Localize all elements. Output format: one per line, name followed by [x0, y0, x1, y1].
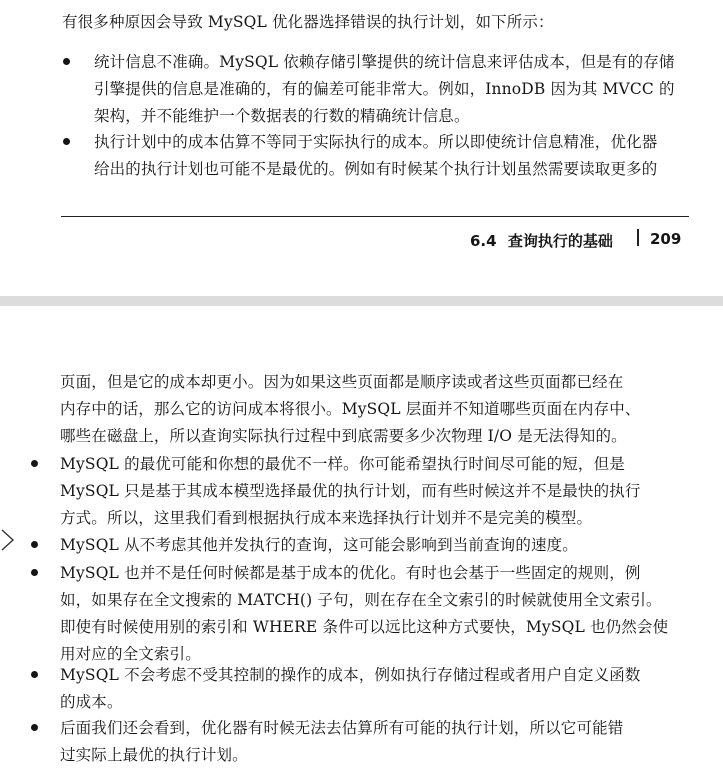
bullet-dot [31, 541, 38, 548]
bullet-1-line-2: 引擎提供的信息是准确的，有的偏差可能非常大。例如，InnoDB 因为其 MVCC 的 [94, 80, 675, 98]
bullet-dot [63, 138, 70, 145]
bullet-3-line-1: MySQL 的最优可能和你想的最优不一样。你可能希望执行时间尽可能的短，但是 [60, 455, 625, 473]
page-divider [0, 296, 723, 306]
bullet-5-line-1: MySQL 也并不是任何时候都是基于成本的优化。有时也会基于一些固定的规则，例 [60, 564, 641, 582]
bullet-dot [31, 569, 38, 576]
bullet-3-line-3: 方式。所以，这里我们看到根据执行成本来选择执行计划并不是完美的模型。 [60, 509, 593, 527]
bullet-dot [31, 724, 38, 731]
continuation-line-2: 内存中的话，那么它的访问成本将很小。MySQL 层面并不知道哪些页面在内存中、 [60, 400, 641, 418]
footer-separator [637, 229, 639, 246]
bullet-dot [63, 58, 70, 65]
bullet-6-line-1: MySQL 不会考虑不受其控制的操作的成本，例如执行存储过程或者用户自定义函数 [60, 666, 641, 684]
bullet-1-line-3: 架构，并不能维护一个数据表的行数的精确统计信息。 [94, 107, 470, 125]
bullet-5-line-3: 即使有时候使用别的索引和 WHERE 条件可以远比这种方式要快，MySQL 也仍然会使 [60, 618, 669, 636]
page-number: 209 [650, 230, 682, 248]
intro-paragraph: 有很多种原因会导致 MySQL 优化器选择错误的执行计划，如下所示： [62, 13, 554, 31]
bullet-7-line-2: 过实际上最优的执行计划。 [60, 746, 248, 764]
continuation-line-3: 哪些在磁盘上，所以查询实际执行过程中到底需要多少次物理 I/O 是无法得知的。 [60, 427, 627, 445]
footer-section-number: 6.4 [470, 232, 497, 250]
bullet-6-line-2: 的成本。 [60, 693, 123, 711]
bullet-4-line-1: MySQL 从不考虑其他并发执行的查询，这可能会影响到当前查询的速度。 [60, 536, 578, 554]
bullet-5-line-4: 用对应的全文索引。 [60, 645, 201, 663]
footer-rule [61, 216, 689, 217]
footer-section-title: 查询执行的基础 [507, 232, 613, 250]
bullet-5-line-2: 如，如果存在全文搜索的 MATCH() 子句，则在存在全文索引的时候就使用全文索引。 [60, 591, 662, 609]
bullet-1-line-1: 统计信息不准确。MySQL 依赖存储引擎提供的统计信息来评估成本，但是有的存储 [94, 53, 675, 71]
bullet-2-line-2: 给出的执行计划也可能不是最优的。例如有时候某个执行计划虽然需要读取更多的 [94, 160, 658, 178]
chevron-right-icon [0, 527, 16, 553]
footer-section [470, 230, 613, 251]
bullet-2-line-1: 执行计划中的成本估算不等同于实际执行的成本。所以即使统计信息精准，优化器 [94, 133, 658, 151]
bullet-dot [31, 460, 38, 467]
bullet-7-line-1: 后面我们还会看到，优化器有时候无法去估算所有可能的执行计划，所以它可能错 [60, 719, 624, 737]
bullet-3-line-2: MySQL 只是基于其成本模型选择最优的执行计划，而有些时候这并不是最快的执行 [60, 482, 641, 500]
bullet-dot [31, 671, 38, 678]
continuation-line-1: 页面，但是它的成本却更小。因为如果这些页面都是顺序读或者这些页面都已经在 [60, 373, 624, 391]
